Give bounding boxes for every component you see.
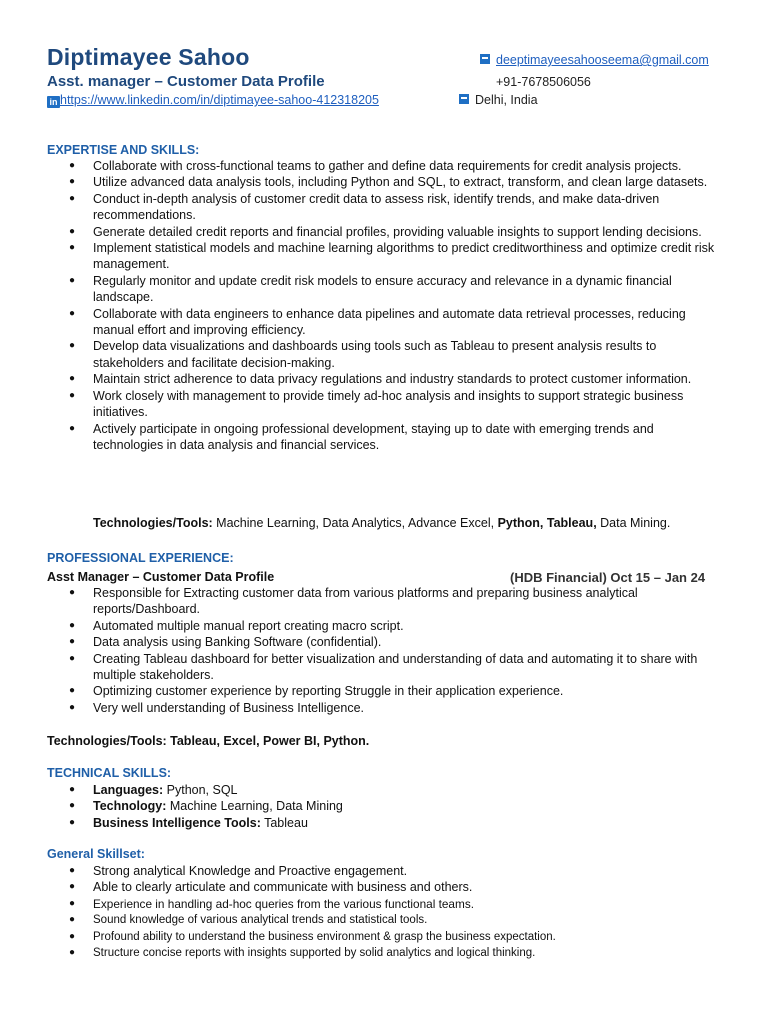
skill-value: Tableau bbox=[260, 815, 308, 830]
list-item: ● Implement statistical models and machine learning algorithms to predict creditworthiness and optimize credit risk management. bbox=[47, 240, 727, 273]
list-item: ● Experience in handling ad-hoc queries from the various functional teams. bbox=[47, 896, 727, 912]
candidate-title: Asst. manager – Customer Data Profile bbox=[47, 73, 325, 90]
email-icon bbox=[480, 54, 490, 64]
general-list bbox=[47, 863, 727, 961]
general-heading: General Skillset: bbox=[47, 847, 145, 861]
skill-label: Business Intelligence Tools: bbox=[93, 815, 261, 830]
list-item bbox=[47, 798, 727, 814]
phone-number: +91-7678506056 bbox=[496, 75, 591, 89]
list-item bbox=[47, 782, 727, 798]
job-title: Asst Manager – Customer Data Profile bbox=[47, 570, 275, 584]
list-item: ● Utilize advanced data analysis tools, including Python and SQL, to extract, transform, and clean large datasets. bbox=[47, 174, 727, 190]
linkedin-link[interactable]: https://www.linkedin.com/in/diptimayee-sahoo-412318205 bbox=[60, 93, 379, 107]
skill-value: Machine Learning, Data Mining bbox=[166, 799, 343, 814]
list-item: ● Automated multiple manual report creating macro script. bbox=[47, 618, 727, 634]
list-item: ● Actively participate in ongoing professional development, staying up to date with emerging trends and technologies in data analysis and financial services. bbox=[47, 421, 727, 454]
location-text: Delhi, India bbox=[475, 93, 538, 107]
email-link[interactable]: deeptimayeesahooseema@gmail.com bbox=[496, 53, 709, 67]
list-item: ● Structure concise reports with insights supported by solid analytics and logical thinking. bbox=[47, 945, 727, 961]
job-meta: (HDB Financial) Oct 15 – Jan 24 bbox=[510, 570, 706, 585]
experience-technologies: Technologies/Tools: Tableau, Excel, Power BI, Python. bbox=[47, 734, 370, 748]
skill-label: Languages: bbox=[93, 783, 164, 797]
tech-bold: Python, Tableau, bbox=[497, 516, 597, 530]
list-item: ● Optimizing customer experience by reporting Struggle in their application experience. bbox=[47, 683, 727, 699]
list-item: ● Conduct in-depth analysis of customer credit data to assess risk, identify trends, and make data-driven recommendations. bbox=[47, 191, 727, 224]
expertise-technologies bbox=[93, 516, 670, 530]
location-row bbox=[459, 93, 538, 107]
linkedin-row bbox=[47, 93, 379, 108]
technical-list bbox=[47, 782, 727, 831]
list-item: ● Very well understanding of Business Intelligence. bbox=[47, 700, 727, 716]
technical-heading: TECHNICAL SKILLS: bbox=[47, 766, 172, 780]
list-item: ● Data analysis using Banking Software (confidential). bbox=[47, 634, 727, 650]
list-item: ● Collaborate with cross-functional teams to gather and define data requirements for credit analysis projects. bbox=[47, 158, 727, 174]
list-item: ● Responsible for Extracting customer data from various platforms and preparing business analytical reports/Dashboard. bbox=[47, 585, 727, 618]
experience-heading: PROFESSIONAL EXPERIENCE: bbox=[47, 551, 234, 565]
tech-plain: Machine Learning, Data Analytics, Advance Excel, bbox=[212, 516, 498, 530]
list-item: ● Strong analytical Knowledge and Proactive engagement. bbox=[47, 863, 727, 879]
list-item: ● Collaborate with data engineers to enhance data pipelines and automate data retrieval processes, reducing manual effort and improving efficiency. bbox=[47, 306, 727, 339]
list-item: ● Work closely with management to provide timely ad-hoc analysis and insights to support strategic business initiatives. bbox=[47, 388, 727, 421]
list-item: ● Generate detailed credit reports and financial profiles, providing valuable insights to support lending decisions. bbox=[47, 224, 727, 240]
expertise-heading: EXPERTISE AND SKILLS: bbox=[47, 143, 200, 157]
tech-label: Technologies/Tools: bbox=[93, 516, 213, 530]
skill-value: Python, SQL bbox=[163, 783, 238, 797]
list-item: ● Maintain strict adherence to data privacy regulations and industry standards to protect customer information. bbox=[47, 371, 727, 387]
location-icon bbox=[459, 94, 469, 104]
list-item: ● Creating Tableau dashboard for better visualization and understanding of data and automating it to share with multiple stakeholders. bbox=[47, 651, 727, 684]
list-item: ● Develop data visualizations and dashboards using tools such as Tableau to present analysis results to stakeholders and facilitate decision-making. bbox=[47, 338, 727, 371]
candidate-name: Diptimayee Sahoo bbox=[47, 44, 250, 70]
list-item: ● Profound ability to understand the business environment & grasp the business expectation. bbox=[47, 929, 727, 945]
experience-list bbox=[47, 585, 727, 716]
skill-label: Technology: bbox=[93, 799, 167, 814]
linkedin-icon: in bbox=[47, 96, 60, 108]
list-item: ● Regularly monitor and update credit risk models to ensure accuracy and relevance in a dynamic financial landscape. bbox=[47, 273, 727, 306]
tech-tail: Data Mining. bbox=[596, 516, 671, 530]
expertise-list bbox=[47, 158, 727, 453]
email-row bbox=[480, 53, 709, 67]
list-item: ● Able to clearly articulate and communicate with business and others. bbox=[47, 879, 727, 895]
list-item: ● Sound knowledge of various analytical trends and statistical tools. bbox=[47, 912, 727, 928]
list-item bbox=[47, 815, 727, 831]
